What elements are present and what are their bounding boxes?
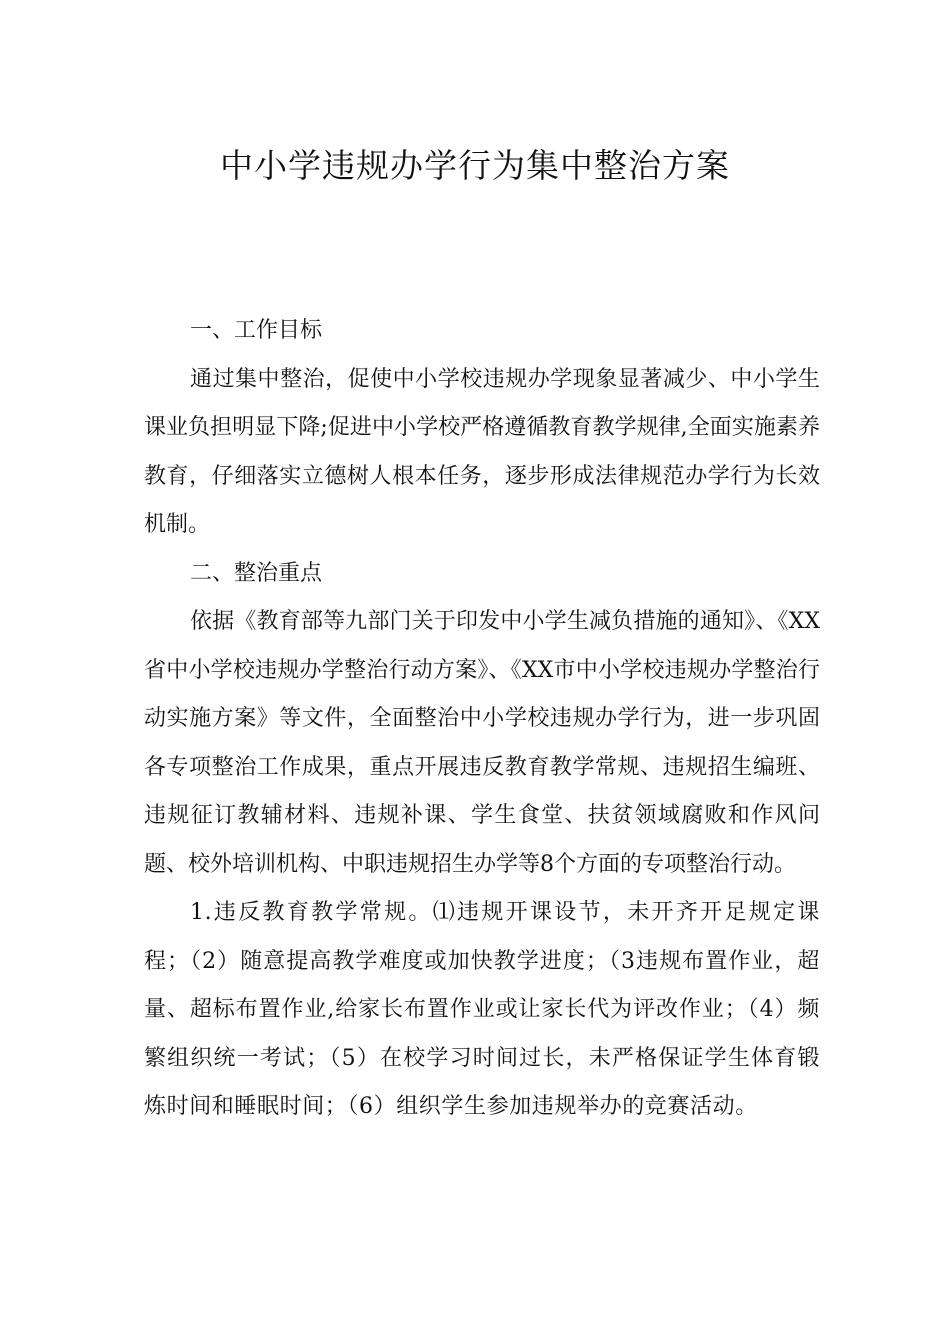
paragraph-goals: 通过集中整治，促使中小学校违规办学现象显著减少、中小学生课业负担明显下降;促进中小学校严格遵循教育教学规律,全面实施素养教育，仔细落实立德树人根本任务，逐步形成法律规范办学行为长效机制。 <box>144 366 820 537</box>
paragraph-focus: 依据《教育部等九部门关于印发中小学生减负措施的通知》、《XX省中小学校违规办学整治行动方案》、《XX市中小学校违规办学整治行动实施方案》等文件，全面整治中小学校违规办学行为，进一步巩固各专项整治工作成果，重点开展违反教育教学常规、违规招生编班、违规征订教辅材料、违规补课、学生食堂、扶贫领域腐败和作风问题、校外培训机构、中职违规招生办学等8个方面的专项整治行动。 <box>144 609 820 877</box>
document-body <box>144 307 820 1132</box>
document-title: 中小学违规办学行为集中整治方案 <box>220 146 730 185</box>
paragraph-item-1: 1.违反教育教学常规。⑴违规开课设节，未开齐开足规定课程；（2）随意提高教学难度或加快教学进度；（3违规布置作业，超量、超标布置作业,给家长布置作业或让家长代为评改作业；（4）频繁组织统一考试；（5）在校学习时间过长，未严格保证学生体育锻炼时间和睡眠时间；（6）组织学生参加违规举办的竞赛活动。 <box>144 900 820 1119</box>
section-heading-goals: 一、工作目标 <box>190 318 323 343</box>
section-heading-focus: 二、整治重点 <box>190 560 323 586</box>
